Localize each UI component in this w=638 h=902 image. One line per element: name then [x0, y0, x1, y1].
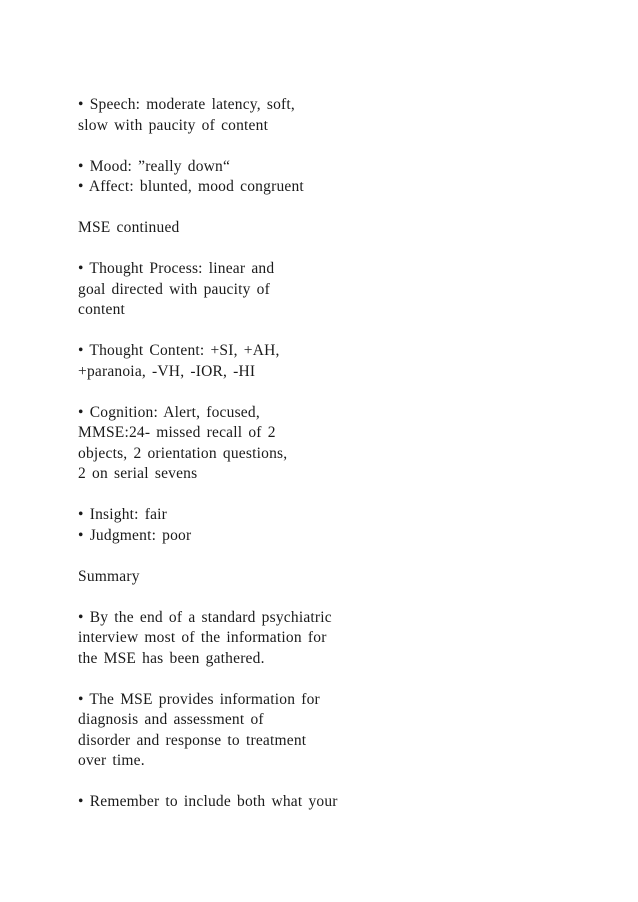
blank-line [78, 198, 598, 219]
thought-process-line-3: content [78, 301, 126, 318]
thought-process-line-1: • Thought Process: linear and [78, 260, 275, 277]
summary-point-2-line-3: disorder and response to treatment [78, 731, 307, 749]
summary-point-2-line-4: over time. [78, 752, 145, 769]
summary-point-2-line-1: • The MSE provides information for [78, 690, 320, 708]
cognition-line-4: 2 on serial sevens [78, 465, 198, 482]
summary-point-3-line-1: • Remember to include both what your [78, 793, 338, 810]
blank-line [78, 772, 598, 793]
blank-line [78, 669, 598, 690]
section-heading-summary: Summary [78, 567, 140, 585]
affect-line: • Affect: blunted, mood congruent [78, 178, 304, 195]
blank-line [78, 382, 598, 403]
blank-line [78, 485, 598, 506]
summary-point-1-line-3: the MSE has been gathered. [78, 649, 265, 667]
blank-line [78, 546, 598, 567]
insight-line: • Insight: fair [78, 506, 168, 523]
thought-content-line-2: +paranoia, -VH, -IOR, -HI [78, 362, 256, 380]
thought-process-line-2: goal directed with paucity of [78, 280, 270, 298]
section-heading-mse-continued: MSE continued [78, 219, 180, 236]
blank-line [78, 587, 598, 608]
cognition-line-3: objects, 2 orientation questions, [78, 444, 288, 462]
summary-point-2-line-2: diagnosis and assessment of [78, 711, 264, 728]
blank-line [78, 136, 598, 157]
summary-point-1-line-2: interview most of the information for [78, 629, 327, 646]
document-text-block [78, 95, 598, 813]
cognition-line-1: • Cognition: Alert, focused, [78, 403, 260, 421]
thought-content-line-1: • Thought Content: +SI, +AH, [78, 342, 280, 359]
judgment-line: • Judgment: poor [78, 526, 192, 544]
speech-line-1: • Speech: moderate latency, soft, [78, 96, 296, 113]
blank-line [78, 321, 598, 342]
blank-line [78, 239, 598, 260]
cognition-line-2: MMSE:24- missed recall of 2 [78, 424, 276, 441]
speech-line-2: slow with paucity of content [78, 116, 269, 134]
mood-line: • Mood: ”really down“ [78, 157, 231, 175]
summary-point-1-line-1: • By the end of a standard psychiatric [78, 608, 332, 626]
